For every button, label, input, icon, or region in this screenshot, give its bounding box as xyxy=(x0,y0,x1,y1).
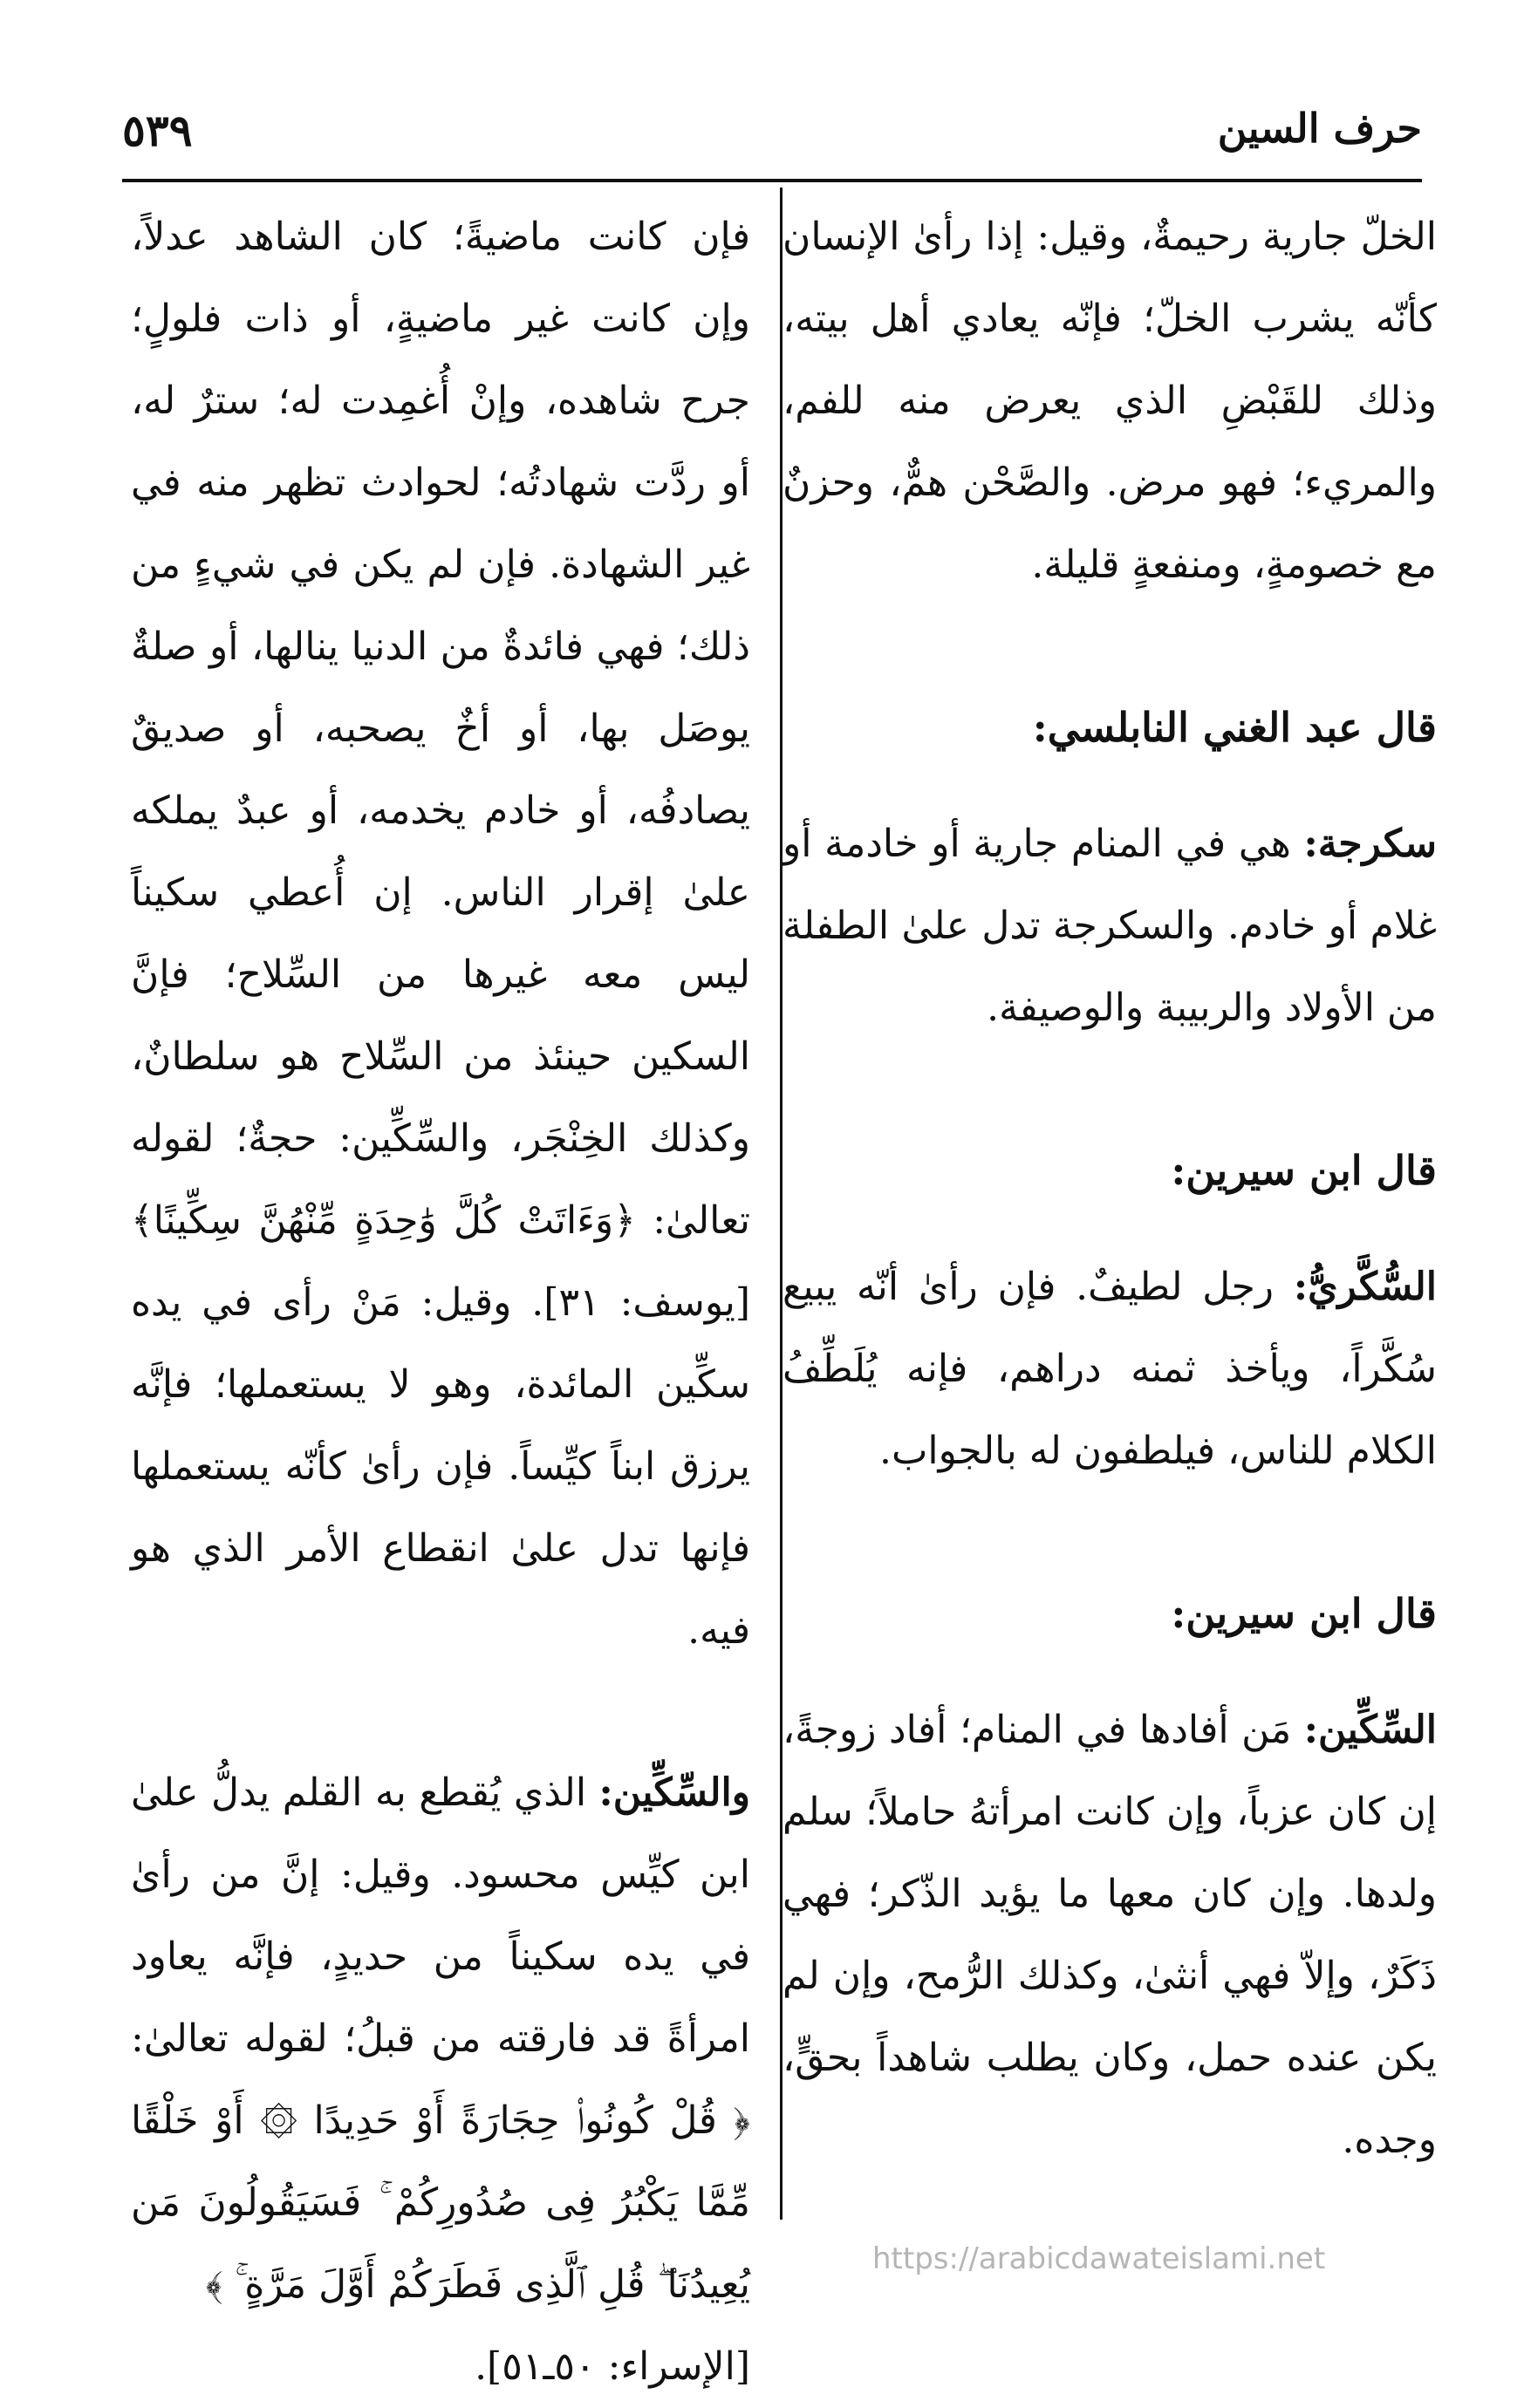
entry-term: سكرجة: xyxy=(1303,822,1437,866)
entry-term: والسِّكِّين: xyxy=(598,1770,750,1815)
entry-text: رجل لطيفٌ. فإن رأىٰ أنّه يبيع سُكَّراً، ويأخذ ثمنه دراهم، فإنه يُلَطِّفُ الكلام للناس، فيلطفون له بالجواب. xyxy=(783,1265,1437,1473)
entry-paragraph xyxy=(783,803,1437,1049)
section-heading: قال عبد الغني النابلسي: xyxy=(1032,704,1437,751)
quran-reference: [الإسراء: ٥٠ـ٥١]. xyxy=(475,2344,750,2389)
section-heading: قال ابن سيرين: xyxy=(1171,1147,1437,1194)
entry-paragraph xyxy=(783,1246,1437,1492)
paragraph: فإن كانت ماضيةً؛ كان الشاهد عدلاً، وإن كانت غير ماضيةٍ، أو ذات فلولٍ؛ جرح شاهده، وإنْ أُغمِدت له؛ سترٌ له، أو ردَّت شهادتُه؛ لحوادث تظهر منه في غير الشهادة. فإن لم يكن في شيءٍ من ذلك؛ فهي فائدةٌ من الدنيا ينالها، أو صلةٌ يوصَل بها، أو أخٌ يصحبه، أو صديقٌ يصادفُه، أو خادم يخدمه، أو عبدٌ يملكه علىٰ إقرار الناس. إن أُعطي سكيناً ليس معه غيرها من السِّلاح؛ فإنَّ السكين حينئذ من السِّلاح هو سلطانٌ، وكذلك الخِنْجَر، والسِّكِّين: حجةٌ؛ لقوله تعالىٰ: ﴿وَءَاتَتْ كُلَّ وَٰحِدَةٍ مِّنْهُنَّ سِكِّينًا﴾ [يوسف: ٣١]. وقيل: مَنْ رأى في يده سكِّين المائدة، وهو لا يستعملها؛ فإنَّه يرزق ابناً كيِّساً. فإن رأىٰ كأنّه يستعملها فإنها تدل علىٰ انقطاع الأمر الذي هو فيه. xyxy=(131,215,750,1653)
section-heading: قال ابن سيرين: xyxy=(1171,1590,1437,1637)
entry-text: الذي يُقطع به القلم يدلُّ علىٰ ابن كيِّس محسود. وقيل: إنَّ من رأىٰ في يده سكيناً من حديدٍ، فإنَّه يعاود امرأةً قد فارقته من قبلُ؛ لقوله تعالىٰ: ﴿ قُلْ كُونُوا۟ حِجَارَةً أَوْ حَدِيدًا ۞ أَوْ خَلْقًا مِّمَّا يَكْبُرُ فِى صُدُورِكُمْ ۚ فَسَيَقُولُونَ مَن يُعِيدُنَا ۖ قُلِ ٱلَّذِى فَطَرَكُمْ أَوَّلَ مَرَّةٍ ۚ ﴾ xyxy=(131,1770,750,2307)
left-column xyxy=(131,196,750,2408)
entry-term: السِّكِّين: xyxy=(1303,1708,1437,1752)
entry-paragraph xyxy=(131,1752,750,2326)
header-rule xyxy=(122,179,1422,182)
entry-term: السُّكَّريُّ: xyxy=(1293,1265,1437,1309)
right-column xyxy=(783,196,1437,2181)
entry-text: هي في المنام جارية أو خادمة أو غلام أو خادم. والسكرجة تدل علىٰ الطفلة من الأولاد والربيبة والوصيفة. xyxy=(783,822,1437,1030)
chapter-title: حرف السين xyxy=(1217,105,1422,152)
entry-paragraph xyxy=(783,1689,1437,2181)
page-header xyxy=(122,105,1422,166)
paragraph: الخلّ جارية رحيمةٌ، وقيل: إذا رأىٰ الإنسان كأنّه يشرب الخلّ؛ فإنّه يعادي أهل بيته، وذلك للقَبْضِ الذي يعرض منه للفم، والمريء؛ فهو مرض. والصَّحْن همٌّ، وحزنٌ مع خصومةٍ، ومنفعةٍ قليلة. xyxy=(783,215,1437,587)
page-number: ٥٣٩ xyxy=(122,105,193,156)
entry-text: مَن أفادها في المنام؛ أفاد زوجةً، إن كان عزباً، وإن كانت امرأتهُ حاملاً؛ سلم ولدها. وإن كان معها ما يؤيد الذّكر؛ فهي ذَكَرٌ، وإلاّ فهي أنثىٰ، وكذلك الرُّمح، وإن لم يكن عنده حمل، وكان يطلب شاهداً بحقٍّ، وجده. xyxy=(783,1708,1437,2162)
watermark: https://arabicdawateislami.net xyxy=(872,2241,1326,2276)
